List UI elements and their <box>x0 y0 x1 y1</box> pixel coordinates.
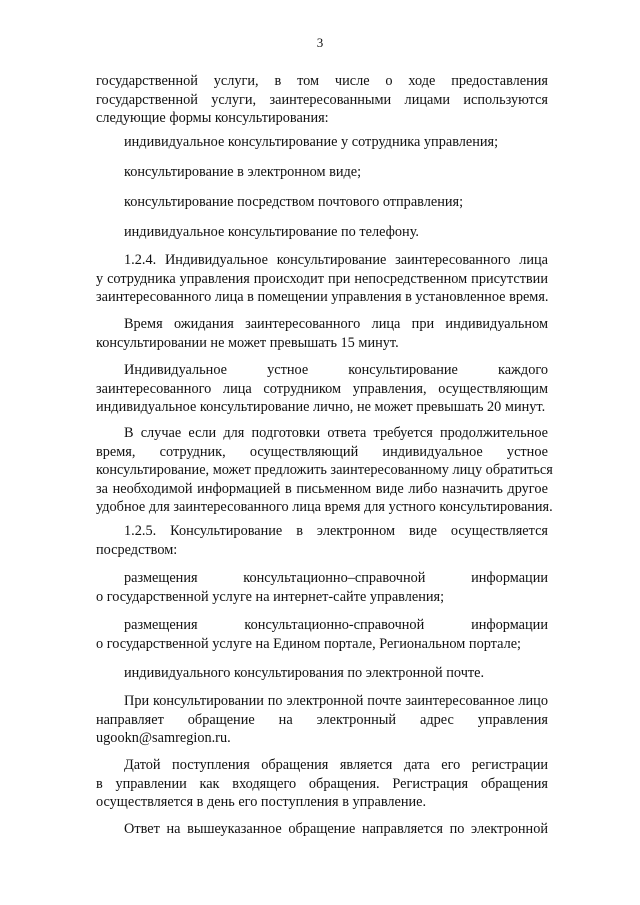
text-line: государственной услуги, заинтересованными лицами используются <box>96 91 548 108</box>
text-line: посредством: <box>96 541 178 558</box>
list-item-form-4 <box>124 223 548 242</box>
list-item-form-1 <box>124 133 548 152</box>
para-1-2-4 <box>96 251 548 307</box>
para-waiting-time <box>96 315 548 352</box>
text-line: Датой поступления обращения является дата его регистрации <box>124 757 548 773</box>
text-line: о государственной услуге на Едином портале, Региональном портале; <box>96 635 522 652</box>
list-item-form-3 <box>124 193 548 212</box>
text-line: консультирование в электронном виде; <box>124 164 362 180</box>
text-line: индивидуальное консультирование у сотрудника управления; <box>124 134 499 150</box>
text-line: консультирование, может предложить заинтересованному лицу обратиться <box>96 462 553 479</box>
text-line: индивидуального консультирования по электронной почте. <box>124 665 485 681</box>
para-1-2-5 <box>96 522 548 559</box>
para-long-answer <box>96 424 553 517</box>
text-line: направляет обращение на электронный адрес управления <box>96 711 548 728</box>
list-item-form-2 <box>124 163 548 182</box>
para-website <box>96 569 548 606</box>
text-line: размещения консультационно-справочной информации <box>124 617 548 633</box>
text-line: При консультировании по электронной почте заинтересованное лицо <box>124 693 548 709</box>
text-line: в управлении как входящего обращения. Регистрация обращения <box>96 775 548 792</box>
text-line: за необходимой информацией в письменном виде либо назначить другое <box>96 480 548 497</box>
para-email-consult <box>124 664 548 683</box>
text-line: заинтересованного лица в помещении управления в установленное время. <box>96 289 549 306</box>
text-line: размещения консультационно–справочной информации <box>124 570 548 586</box>
text-line: время, сотрудник, осуществляющий индивидуальное устное <box>96 443 548 460</box>
para-portal <box>96 616 548 653</box>
page-number: 3 <box>316 35 324 50</box>
text-line: индивидуальное консультирование лично, не может превышать 20 минут. <box>96 399 546 416</box>
text-line: следующие формы консультирования: <box>96 110 329 127</box>
para-email-address <box>96 692 548 748</box>
text-line: о государственной услуге на интернет-сайте управления; <box>96 588 445 605</box>
text-line: консультирование посредством почтового отправления; <box>124 194 464 210</box>
text-line: государственной услуги, в том числе о ходе предоставления <box>96 73 548 89</box>
text-line: у сотрудника управления происходит при непосредственном присутствии <box>96 270 548 287</box>
para-1 <box>96 72 548 128</box>
text-line: удобное для заинтересованного лица время для устного консультирования. <box>96 499 553 516</box>
text-line: Ответ на вышеуказанное обращение направляется по электронной <box>124 821 548 837</box>
text-line: Время ожидания заинтересованного лица при индивидуальном <box>124 316 548 332</box>
text-line: осуществляется в день его поступления в управление. <box>96 794 427 811</box>
text-line: индивидуальное консультирование по телефону. <box>124 224 419 240</box>
text-line: Индивидуальное устное консультирование каждого <box>124 362 548 378</box>
text-line: консультировании не может превышать 15 минут. <box>96 334 399 351</box>
text-line: 1.2.4. Индивидуальное консультирование заинтересованного лица <box>124 252 548 268</box>
text-line: В случае если для подготовки ответа требуется продолжительное <box>124 425 548 441</box>
text-line: заинтересованного лица сотрудником управления, осуществляющим <box>96 380 548 397</box>
para-oral-consult <box>96 361 548 417</box>
text-line: 1.2.5. Консультирование в электронном виде осуществляется <box>124 523 548 539</box>
email-address: ugookn@samregion.ru. <box>96 730 231 747</box>
para-registration-date <box>96 756 548 812</box>
para-reply <box>96 820 548 839</box>
